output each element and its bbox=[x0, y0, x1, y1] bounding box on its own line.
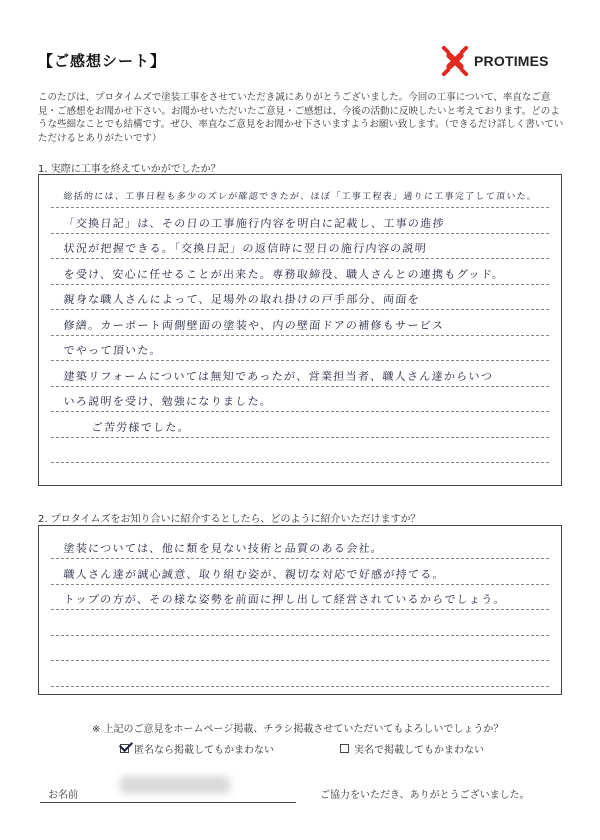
ruled-line bbox=[51, 309, 549, 310]
handwritten-line: 状況が把握できる。「交換日記」の返信時に翌日の施行内容の説明 bbox=[63, 242, 428, 255]
realname-checkbox[interactable] bbox=[340, 744, 349, 753]
handwritten-line: を受け、安心に任せることが出来た。専務取締役、職人さんとの連携もグッド。 bbox=[63, 267, 505, 281]
protimes-logo-icon bbox=[440, 46, 470, 76]
handwritten-line: 「交換日記」は、その日の工事施行内容を明白に記載し、工事の進捗 bbox=[63, 216, 446, 230]
handwritten-line: でやって頂いた。 bbox=[63, 344, 163, 357]
publish-consent-notice: ※ 上記のご意見をホームページ掲載、チラシ掲載させていただいてもよろしいでしょうか？ bbox=[92, 724, 504, 735]
option-realname[interactable] bbox=[340, 741, 484, 756]
answer-box-1 bbox=[38, 174, 562, 486]
anonymous-checkbox[interactable] bbox=[120, 744, 129, 753]
name-label: お名前 bbox=[48, 790, 78, 801]
ruled-line bbox=[51, 233, 549, 234]
handwritten-line: ご苦労様でした。 bbox=[91, 420, 191, 434]
sheet-title: 【ご感想シート】 bbox=[38, 52, 167, 70]
handwritten-line: 塗装については、他に類を見ない技術と品質のある会社。 bbox=[63, 542, 384, 555]
ruled-line bbox=[51, 686, 549, 687]
ruled-line bbox=[51, 207, 549, 208]
option-anonymous-label: 匿名なら掲載してもかまわない bbox=[134, 745, 274, 756]
ruled-line bbox=[51, 660, 549, 661]
handwritten-line: いろ説明を受け、勉強になりました。 bbox=[63, 395, 273, 408]
ruled-line bbox=[51, 360, 549, 361]
thanks-text: ご協力をいただき、ありがとうございました。 bbox=[320, 790, 530, 801]
handwritten-line: 職人さん達が誠心誠意、取り組む姿が、親切な対応で好感が持てる。 bbox=[63, 567, 446, 581]
company-logo bbox=[440, 46, 560, 76]
ruled-line bbox=[51, 635, 549, 636]
ruled-line bbox=[51, 609, 549, 610]
redacted-name bbox=[120, 776, 230, 794]
ruled-line bbox=[51, 437, 549, 438]
option-anonymous[interactable] bbox=[120, 741, 274, 756]
option-realname-label: 実名で掲載してもかまわない bbox=[354, 745, 484, 756]
ruled-line bbox=[51, 258, 549, 259]
ruled-line bbox=[51, 284, 549, 285]
question-1-label: 1. 実際に工事を終えていかがでしたか？ bbox=[38, 164, 221, 175]
ruled-line bbox=[51, 584, 549, 585]
handwritten-line: トップの方が、その様な姿勢を前面に押し出して経営されているからでしょう。 bbox=[63, 593, 507, 606]
ruled-line bbox=[51, 462, 549, 463]
handwritten-line: 親身な職人さんによって、足場外の取れ掛けの戸手部分、両面を bbox=[63, 293, 421, 306]
name-underline bbox=[40, 802, 296, 803]
question-2-label: 2. プロタイムズをお知り合いに紹介するとしたら、どのように紹介いただけますか？ bbox=[38, 514, 421, 525]
handwritten-line: 総括的には、工事日程も多少のズレが確認できたが、ほぼ「工事工程表」通りに工事完了して頂いた。 bbox=[63, 192, 538, 202]
handwritten-line: 修繕。カーポート両側壁面の塗装や、内の壁面ドアの補修もサービス bbox=[63, 318, 445, 332]
handwritten-line: 建築リフォームについては無知であったが、営業担当者、職人さん達からいつ bbox=[63, 369, 494, 383]
ruled-line bbox=[51, 386, 549, 387]
logo-text: PROTIMES bbox=[474, 53, 549, 69]
ruled-line bbox=[51, 411, 549, 412]
ruled-line bbox=[51, 335, 549, 336]
intro-text: このたびは、プロタイムズで塗装工事をさせていただき誠にありがとうございました。今回の工事について、率直なご意見・ご感想をお聞かせ下さい。お聞かせいただいたご意見・ご感想は、今後の活動に反映したいと考えております。どのような些細なことでも結構です。ぜひ、率直なご意見をお聞かせ下さいますようお願い致します。（できるだけ詳しく書いていただけるとありがたいです） bbox=[38, 92, 564, 144]
ruled-line bbox=[51, 558, 549, 559]
answer-box-2 bbox=[38, 525, 562, 695]
